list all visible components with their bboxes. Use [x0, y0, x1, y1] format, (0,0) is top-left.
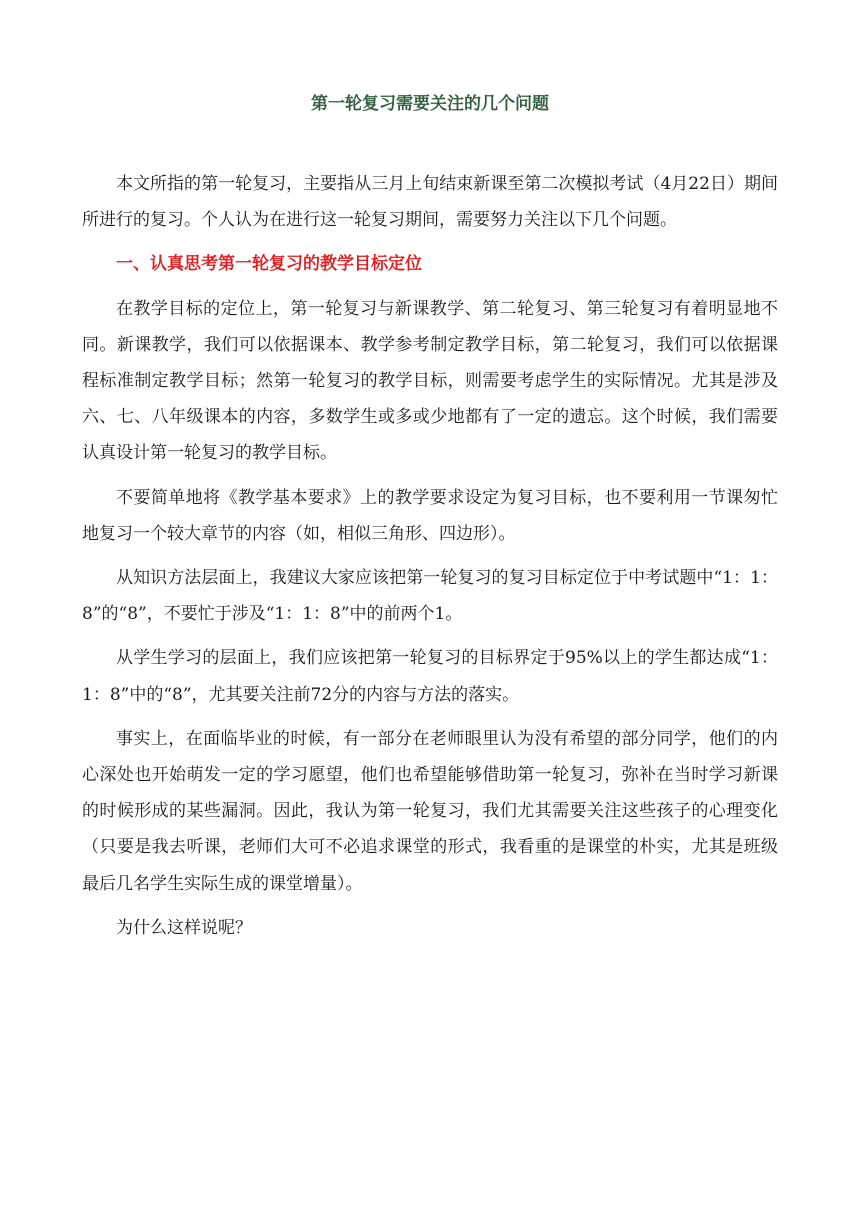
spacer	[82, 283, 778, 291]
body-paragraph: 在教学目标的定位上，第一轮复习与新课教学、第二轮复习、第三轮复习有着明显地不同。新课教学，我们可以依据课本、教学参考制定教学目标，第二轮复习，我们可以依据课程标准制定教学目标；然第一轮复习的教学目标，则需要考虑学生的实际情况。尤其是涉及六、七、八年级课本的内容，多数学生或多或少地都有了一定的遗忘。这个时候，我们需要认真设计第一轮复习的教学目标。	[82, 298, 778, 464]
body-paragraph: 从学生学习的层面上，我们应该把第一轮复习的目标界定于95%以上的学生都达成“1：1：8”中的“8”，尤其要关注前72分的内容与方法的落实。	[82, 648, 778, 705]
body-paragraph: 事实上，在面临毕业的时候，有一部分在老师眼里认为没有希望的部分同学，他们的内心深处也开始萌发一定的学习愿望，他们也希望能够借助第一轮复习，弥补在当时学习新课的时候形成的某些漏洞。因此，我认为第一轮复习，我们尤其需要关注这些孩子的心理变化（只要是我去听课，老师们大可不必追求课堂的形式，我看重的是课堂的朴实，尤其是班级最后几名学生实际生成的课堂增量）。	[82, 728, 778, 894]
spacer	[82, 552, 778, 560]
section-heading: 一、认真思考第一轮复习的教学目标定位	[116, 254, 422, 275]
spacer	[82, 902, 778, 910]
spacer	[82, 713, 778, 721]
intro-paragraph: 本文所指的第一轮复习，主要指从三月上旬结束新课至第二次模拟考试（4月22日）期间所进行的复习。个人认为在进行这一轮复习期间，需要努力关注以下几个问题。	[82, 174, 778, 231]
spacer	[82, 472, 778, 480]
body-paragraph: 从知识方法层面上，我建议大家应该把第一轮复习的复习目标定位于中考试题中“1：1：8”的“8”，不要忙于涉及“1：1：8”中的前两个1。	[82, 568, 778, 625]
body-paragraph: 为什么这样说呢？	[116, 917, 252, 938]
document-title: 第一轮复习需要关注的几个问题	[311, 94, 549, 114]
spacer	[82, 238, 778, 246]
body-paragraph: 不要简单地将《教学基本要求》上的教学要求设定为复习目标，也不要利用一节课匆忙地复习一个较大章节的内容（如，相似三角形、四边形）。	[82, 487, 778, 544]
document-page	[82, 88, 778, 946]
spacer	[82, 632, 778, 640]
